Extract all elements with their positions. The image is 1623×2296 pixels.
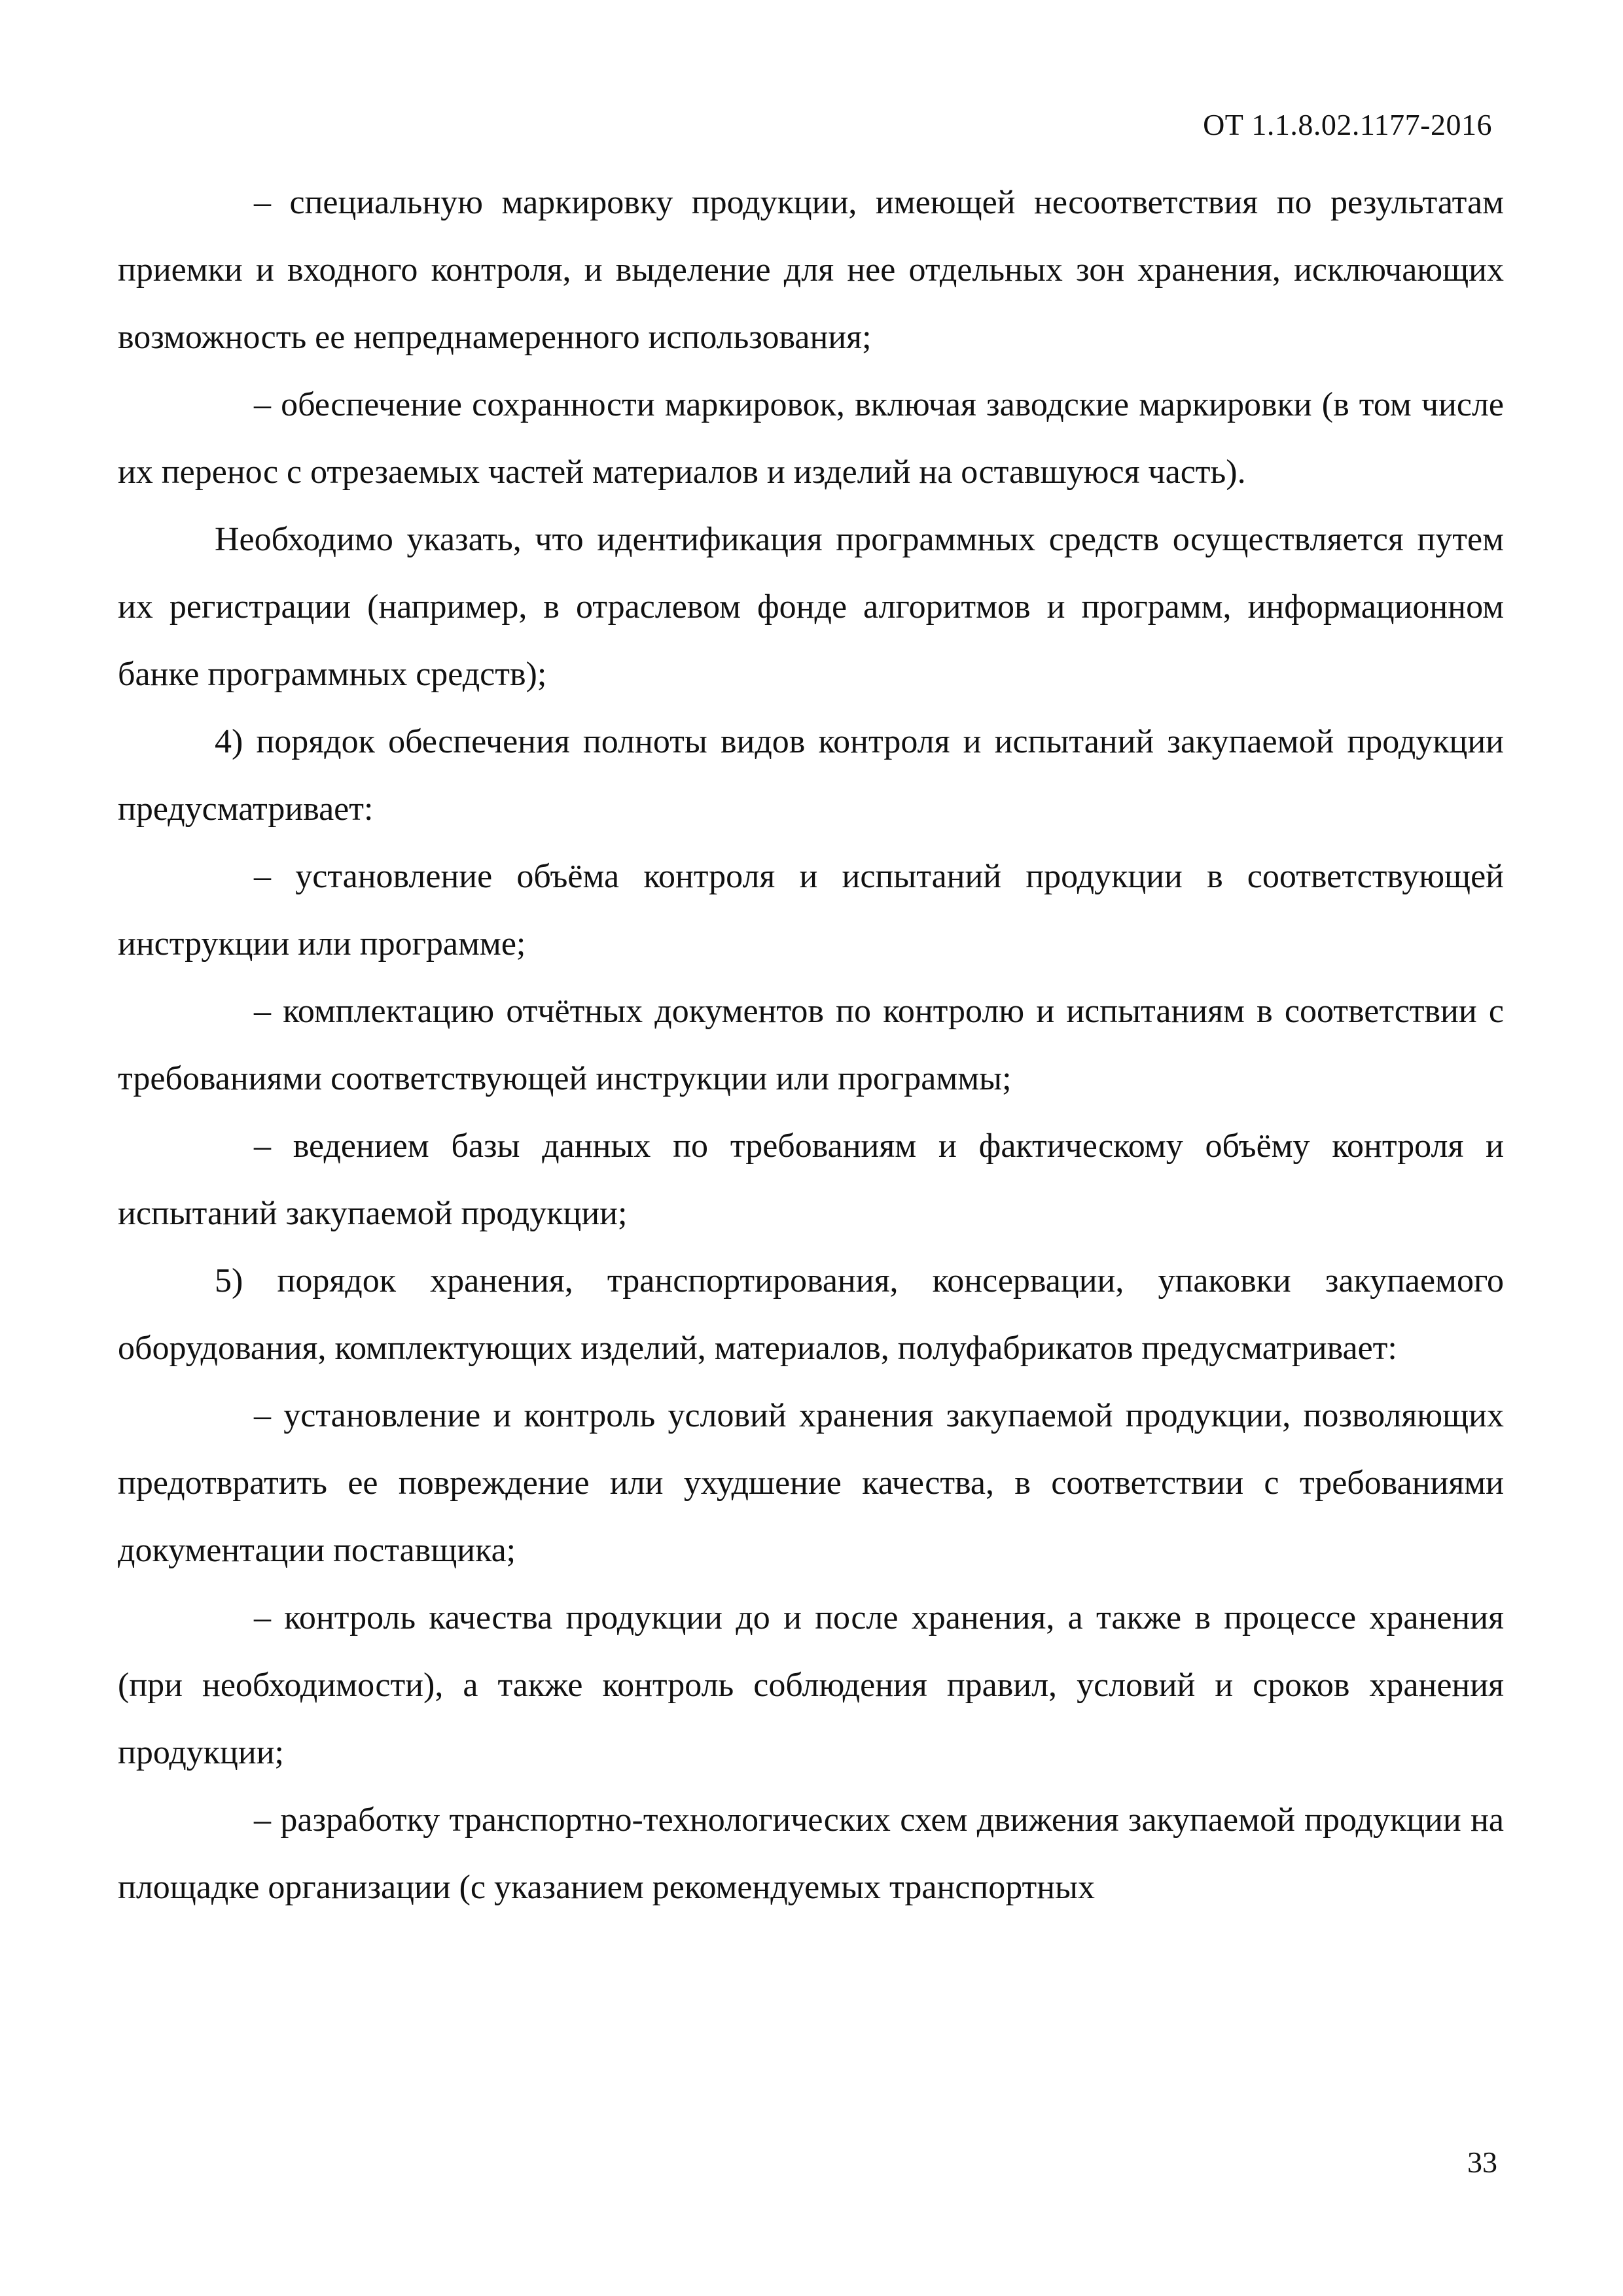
document-code: ОТ 1.1.8.02.1177-2016 <box>1203 108 1492 141</box>
page-number: 33 <box>1467 2146 1497 2179</box>
paragraph-database: – ведением базы данных по требованиям и фактическому объёму контроля и испытаний закупаемой продукции; <box>118 1127 1504 1232</box>
paragraph-storage-conditions: – установление и контроль условий хранения закупаемой продукции, позволяющих предотвратить ее повреждение или ухудшение качества, в соответствии с требованиями документации поставщика; <box>118 1397 1504 1569</box>
paragraph-marking-nonconforming: – специальную маркировку продукции, имеющей несоответствия по результатам приемки и входного контроля, и выделение для нее отдельных зон хранения, исключающих возможность ее непреднамеренного использования; <box>118 184 1504 356</box>
paragraph-report-documents: – комплектацию отчётных документов по контролю и испытаниям в соответствии с требованиями соответствующей инструкции или программы; <box>118 993 1504 1097</box>
paragraph-item-4: 4) порядок обеспечения полноты видов контроля и испытаний закупаемой продукции предусматривает: <box>118 723 1504 828</box>
paragraph-control-scope: – установление объёма контроля и испытаний продукции в соответствующей инструкции или программе; <box>118 858 1504 963</box>
paragraph-transport-schemes: – разработку транспортно-технологических схем движения закупаемой продукции на площадке организации (с указанием рекомендуемых транспортных <box>118 1801 1504 1906</box>
paragraph-software-identification: Необходимо указать, что идентификация программных средств осуществляется путем их регистрации (например, в отраслевом фонде алгоритмов и программ, информационном банке программных средств); <box>118 521 1504 693</box>
paragraph-marking-preservation: – обеспечение сохранности маркировок, включая заводские маркировки (в том числе их перенос с отрезаемых частей материалов и изделий на оставшуюся часть). <box>118 386 1504 491</box>
paragraph-item-5: 5) порядок хранения, транспортирования, консервации, упаковки закупаемого оборудования, комплектующих изделий, материалов, полуфабрикатов предусматривает: <box>118 1262 1504 1367</box>
body-text <box>118 169 1504 1921</box>
paragraph-quality-control: – контроль качества продукции до и после хранения, а также в процессе хранения (при необходимости), а также контроль соблюдения правил, условий и сроков хранения продукции; <box>118 1599 1504 1771</box>
